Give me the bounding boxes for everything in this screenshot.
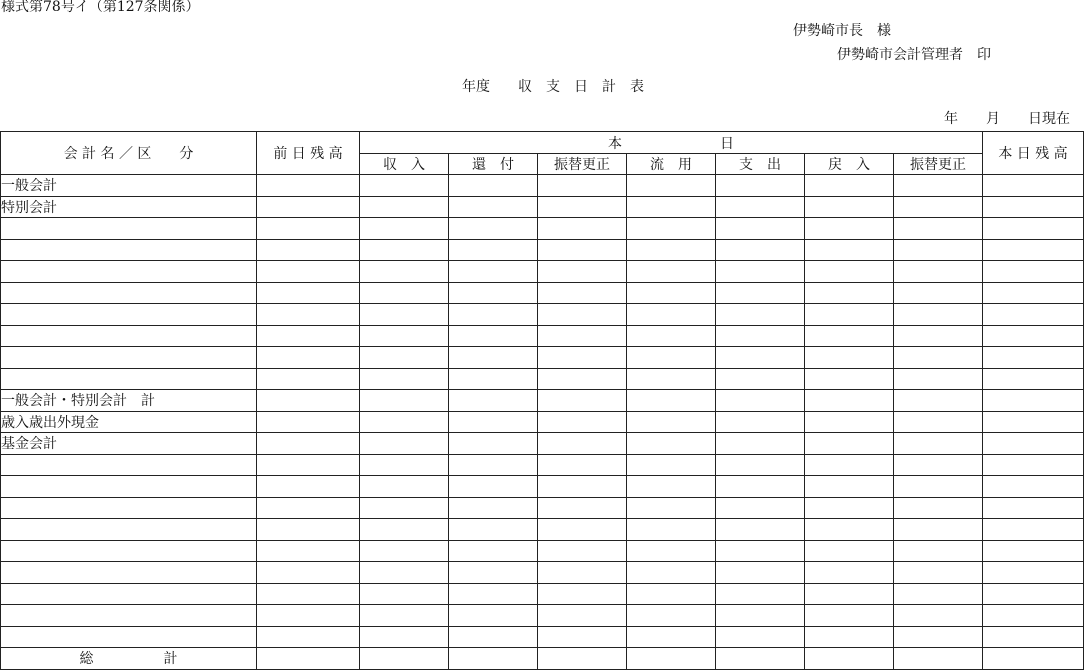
amount-cell [449, 562, 538, 584]
amount-cell [894, 347, 983, 369]
amount-cell [360, 497, 449, 519]
amount-cell [627, 519, 716, 541]
amount-cell [360, 433, 449, 455]
amount-cell [983, 325, 1084, 347]
amount-cell [538, 562, 627, 584]
amount-cell [257, 519, 360, 541]
amount-cell [894, 390, 983, 412]
amount-cell [257, 196, 360, 218]
amount-cell [538, 540, 627, 562]
amount-cell [983, 411, 1084, 433]
amount-cell [360, 648, 449, 670]
amount-cell [627, 239, 716, 261]
amount-cell [360, 605, 449, 627]
table-row [1, 540, 1084, 562]
amount-cell [805, 476, 894, 498]
amount-cell [894, 196, 983, 218]
amount-cell [894, 411, 983, 433]
amount-cell [257, 368, 360, 390]
amount-cell [360, 196, 449, 218]
amount-cell [627, 175, 716, 197]
amount-cell [360, 368, 449, 390]
account-name-cell [1, 239, 257, 261]
amount-cell [983, 196, 1084, 218]
account-name-cell [1, 497, 257, 519]
amount-cell [983, 497, 1084, 519]
amount-cell [538, 519, 627, 541]
amount-cell [257, 239, 360, 261]
amount-cell [449, 390, 538, 412]
amount-cell [449, 605, 538, 627]
table-row [1, 368, 1084, 390]
amount-cell [627, 390, 716, 412]
account-name-cell: 一般会計・特別会計 計 [1, 390, 257, 412]
amount-cell [983, 648, 1084, 670]
amount-cell [449, 519, 538, 541]
account-name-cell [1, 261, 257, 283]
amount-cell [805, 347, 894, 369]
amount-cell [257, 605, 360, 627]
table-row [1, 347, 1084, 369]
amount-cell [449, 175, 538, 197]
amount-cell [805, 282, 894, 304]
amount-cell [716, 175, 805, 197]
amount-cell [360, 218, 449, 240]
amount-cell [449, 454, 538, 476]
amount-cell [805, 497, 894, 519]
amount-cell [257, 325, 360, 347]
amount-cell [716, 648, 805, 670]
account-name-cell: 基金会計 [1, 433, 257, 455]
amount-cell [983, 583, 1084, 605]
amount-cell [983, 433, 1084, 455]
amount-cell [538, 218, 627, 240]
amount-cell [360, 626, 449, 648]
amount-cell [983, 368, 1084, 390]
account-name-cell [1, 626, 257, 648]
amount-cell [449, 368, 538, 390]
amount-cell [894, 583, 983, 605]
amount-cell [894, 175, 983, 197]
amount-cell [627, 648, 716, 670]
amount-cell [538, 411, 627, 433]
amount-cell [627, 304, 716, 326]
amount-cell [894, 562, 983, 584]
amount-cell [716, 433, 805, 455]
account-name-cell: 一般会計 [1, 175, 257, 197]
amount-cell [449, 476, 538, 498]
amount-cell [538, 368, 627, 390]
amount-cell [627, 433, 716, 455]
amount-cell [894, 282, 983, 304]
amount-cell [983, 175, 1084, 197]
table-row [1, 239, 1084, 261]
table-row [1, 454, 1084, 476]
amount-cell [805, 626, 894, 648]
amount-cell [538, 325, 627, 347]
sub-column-header: 振替更正 [538, 154, 627, 175]
amount-cell [983, 282, 1084, 304]
amount-cell [360, 454, 449, 476]
sub-column-header: 収 入 [360, 154, 449, 175]
amount-cell [627, 540, 716, 562]
account-name-cell [1, 583, 257, 605]
table-row [1, 583, 1084, 605]
amount-cell [805, 562, 894, 584]
amount-cell [449, 540, 538, 562]
amount-cell [449, 626, 538, 648]
table-row [1, 390, 1084, 412]
amount-cell [627, 282, 716, 304]
amount-cell [805, 583, 894, 605]
daily-ledger-table [0, 131, 1084, 670]
amount-cell [983, 304, 1084, 326]
amount-cell [716, 454, 805, 476]
amount-cell [805, 304, 894, 326]
table-row [1, 175, 1084, 197]
amount-cell [538, 304, 627, 326]
table-row [1, 626, 1084, 648]
as-of-date: 年 月 日現在 [944, 111, 1070, 127]
table-row [1, 196, 1084, 218]
amount-cell [360, 540, 449, 562]
total-label: 総 計 [1, 648, 257, 670]
amount-cell [257, 648, 360, 670]
amount-cell [360, 239, 449, 261]
column-header-account: 会 計 名 ／ 区 分 [1, 132, 257, 175]
amount-cell [627, 583, 716, 605]
amount-cell [627, 626, 716, 648]
amount-cell [257, 583, 360, 605]
amount-cell [805, 239, 894, 261]
amount-cell [716, 626, 805, 648]
amount-cell [257, 476, 360, 498]
amount-cell [894, 454, 983, 476]
amount-cell [360, 411, 449, 433]
amount-cell [449, 218, 538, 240]
amount-cell [805, 390, 894, 412]
amount-cell [627, 605, 716, 627]
sub-column-header: 振替更正 [894, 154, 983, 175]
issuer-seal: 伊勢崎市会計管理者 印 [837, 47, 991, 63]
amount-cell [538, 261, 627, 283]
table-row [1, 411, 1084, 433]
amount-cell [983, 626, 1084, 648]
column-header-today-balance: 本 日 残 高 [983, 132, 1084, 175]
amount-cell [716, 261, 805, 283]
amount-cell [449, 648, 538, 670]
amount-cell [538, 583, 627, 605]
addressee: 伊勢崎市長 様 [793, 23, 891, 39]
table-row [1, 261, 1084, 283]
amount-cell [805, 196, 894, 218]
amount-cell [716, 368, 805, 390]
amount-cell [805, 519, 894, 541]
amount-cell [983, 390, 1084, 412]
amount-cell [360, 175, 449, 197]
account-name-cell [1, 304, 257, 326]
amount-cell [894, 304, 983, 326]
amount-cell [257, 433, 360, 455]
amount-cell [716, 196, 805, 218]
account-name-cell: 歳入歳出外現金 [1, 411, 257, 433]
table-row [1, 218, 1084, 240]
account-name-cell [1, 562, 257, 584]
form-number: 様式第78号イ（第127条関係） [1, 0, 200, 15]
document-title: 年度 収 支 日 計 表 [462, 79, 644, 95]
amount-cell [538, 390, 627, 412]
amount-cell [627, 325, 716, 347]
amount-cell [894, 519, 983, 541]
sub-column-header: 戻 入 [805, 154, 894, 175]
account-name-cell [1, 540, 257, 562]
amount-cell [257, 261, 360, 283]
column-group-today: 本 日 [360, 132, 983, 154]
amount-cell [627, 347, 716, 369]
amount-cell [716, 325, 805, 347]
account-name-cell [1, 454, 257, 476]
amount-cell [538, 347, 627, 369]
amount-cell [538, 476, 627, 498]
total-row [1, 648, 1084, 670]
table-row [1, 519, 1084, 541]
amount-cell [983, 476, 1084, 498]
amount-cell [983, 562, 1084, 584]
table-row [1, 497, 1084, 519]
amount-cell [449, 239, 538, 261]
amount-cell [627, 261, 716, 283]
account-name-cell [1, 218, 257, 240]
amount-cell [360, 390, 449, 412]
amount-cell [449, 325, 538, 347]
account-name-cell [1, 476, 257, 498]
amount-cell [716, 540, 805, 562]
amount-cell [538, 239, 627, 261]
account-name-cell: 特別会計 [1, 196, 257, 218]
amount-cell [627, 411, 716, 433]
amount-cell [894, 239, 983, 261]
table-row [1, 476, 1084, 498]
amount-cell [716, 411, 805, 433]
amount-cell [716, 476, 805, 498]
ledger-body [1, 175, 1084, 670]
amount-cell [627, 218, 716, 240]
amount-cell [805, 325, 894, 347]
amount-cell [894, 368, 983, 390]
amount-cell [360, 304, 449, 326]
amount-cell [449, 261, 538, 283]
amount-cell [360, 583, 449, 605]
amount-cell [805, 218, 894, 240]
amount-cell [257, 411, 360, 433]
amount-cell [983, 347, 1084, 369]
amount-cell [805, 454, 894, 476]
amount-cell [257, 282, 360, 304]
amount-cell [716, 605, 805, 627]
amount-cell [360, 562, 449, 584]
amount-cell [538, 175, 627, 197]
amount-cell [360, 347, 449, 369]
amount-cell [360, 261, 449, 283]
amount-cell [983, 454, 1084, 476]
amount-cell [894, 540, 983, 562]
amount-cell [627, 476, 716, 498]
amount-cell [627, 196, 716, 218]
table-row [1, 605, 1084, 627]
account-name-cell [1, 347, 257, 369]
account-name-cell [1, 605, 257, 627]
sub-column-header: 流 用 [627, 154, 716, 175]
amount-cell [983, 605, 1084, 627]
amount-cell [894, 648, 983, 670]
amount-cell [983, 519, 1084, 541]
amount-cell [360, 519, 449, 541]
amount-cell [449, 433, 538, 455]
amount-cell [805, 411, 894, 433]
column-header-previous-balance: 前 日 残 高 [257, 132, 360, 175]
amount-cell [716, 304, 805, 326]
amount-cell [894, 433, 983, 455]
amount-cell [538, 433, 627, 455]
amount-cell [257, 390, 360, 412]
amount-cell [894, 605, 983, 627]
amount-cell [894, 218, 983, 240]
amount-cell [538, 648, 627, 670]
amount-cell [449, 282, 538, 304]
account-name-cell [1, 325, 257, 347]
amount-cell [716, 347, 805, 369]
amount-cell [716, 583, 805, 605]
amount-cell [257, 497, 360, 519]
amount-cell [716, 519, 805, 541]
amount-cell [983, 540, 1084, 562]
amount-cell [716, 562, 805, 584]
amount-cell [257, 175, 360, 197]
amount-cell [449, 347, 538, 369]
amount-cell [983, 239, 1084, 261]
account-name-cell [1, 282, 257, 304]
amount-cell [449, 497, 538, 519]
amount-cell [805, 261, 894, 283]
account-name-cell [1, 519, 257, 541]
amount-cell [449, 304, 538, 326]
amount-cell [538, 282, 627, 304]
amount-cell [627, 368, 716, 390]
amount-cell [627, 454, 716, 476]
account-name-cell [1, 368, 257, 390]
amount-cell [627, 497, 716, 519]
amount-cell [805, 540, 894, 562]
amount-cell [894, 497, 983, 519]
amount-cell [805, 648, 894, 670]
amount-cell [257, 540, 360, 562]
amount-cell [627, 562, 716, 584]
amount-cell [894, 476, 983, 498]
sub-column-header: 還 付 [449, 154, 538, 175]
amount-cell [257, 626, 360, 648]
amount-cell [449, 411, 538, 433]
amount-cell [894, 626, 983, 648]
amount-cell [805, 175, 894, 197]
amount-cell [716, 390, 805, 412]
amount-cell [805, 368, 894, 390]
amount-cell [257, 218, 360, 240]
amount-cell [716, 282, 805, 304]
sub-column-header: 支 出 [716, 154, 805, 175]
amount-cell [716, 497, 805, 519]
amount-cell [360, 325, 449, 347]
amount-cell [538, 454, 627, 476]
amount-cell [983, 261, 1084, 283]
table-row [1, 325, 1084, 347]
table-row [1, 282, 1084, 304]
amount-cell [805, 605, 894, 627]
table-row [1, 562, 1084, 584]
amount-cell [716, 239, 805, 261]
amount-cell [360, 282, 449, 304]
amount-cell [894, 261, 983, 283]
amount-cell [716, 218, 805, 240]
amount-cell [538, 497, 627, 519]
amount-cell [538, 196, 627, 218]
amount-cell [538, 605, 627, 627]
table-row [1, 433, 1084, 455]
table-row [1, 304, 1084, 326]
amount-cell [449, 583, 538, 605]
amount-cell [894, 325, 983, 347]
amount-cell [805, 433, 894, 455]
amount-cell [538, 626, 627, 648]
amount-cell [360, 476, 449, 498]
amount-cell [257, 304, 360, 326]
amount-cell [257, 347, 360, 369]
amount-cell [983, 218, 1084, 240]
amount-cell [449, 196, 538, 218]
amount-cell [257, 562, 360, 584]
amount-cell [257, 454, 360, 476]
